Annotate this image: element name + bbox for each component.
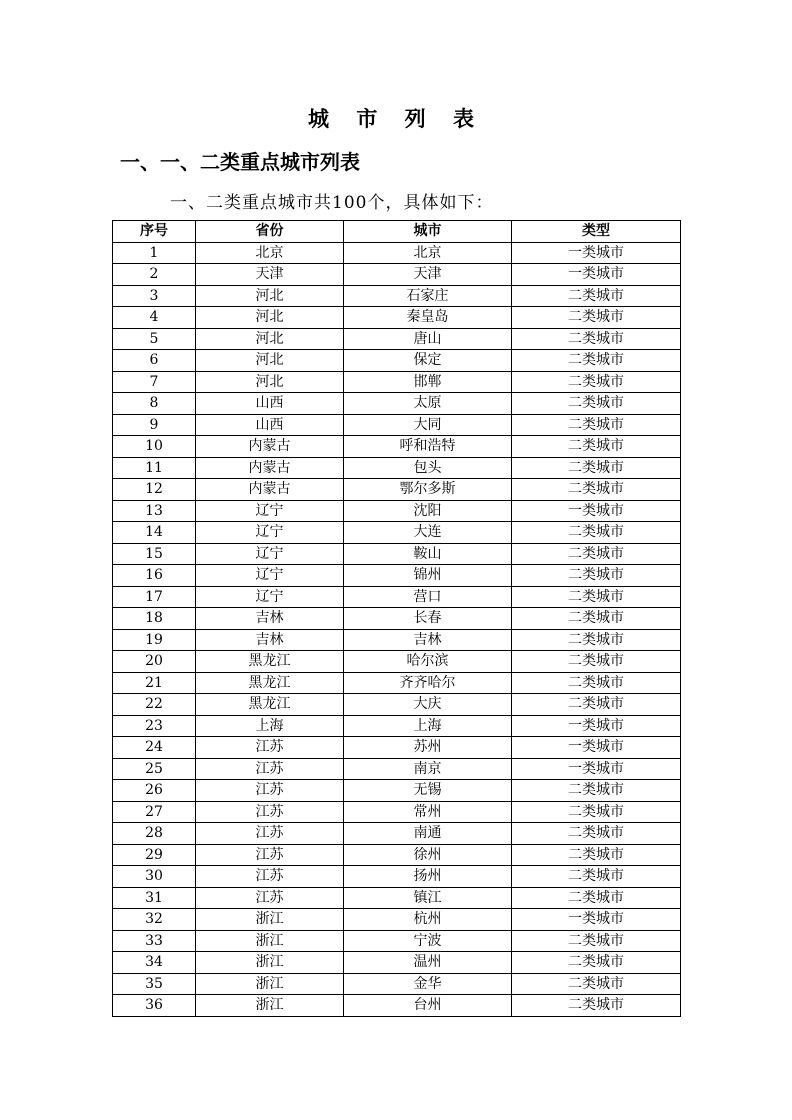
section-heading: 一、一、二类重点城市列表 (120, 150, 360, 174)
cell-city: 鞍山 (344, 543, 512, 565)
cell-city: 长春 (344, 608, 512, 630)
cell-city: 吉林 (344, 629, 512, 651)
cell-type: 二类城市 (512, 371, 681, 393)
cell-province: 黑龙江 (196, 651, 344, 673)
table-row (113, 285, 681, 307)
cell-city: 南通 (344, 823, 512, 845)
table-row (113, 737, 681, 759)
cell-index: 6 (113, 350, 196, 372)
cell-index: 2 (113, 264, 196, 286)
cell-type: 二类城市 (512, 780, 681, 802)
cell-index: 10 (113, 436, 196, 458)
table-row (113, 995, 681, 1017)
table-header-row (113, 221, 681, 243)
cell-type: 二类城市 (512, 414, 681, 436)
cell-type: 二类城市 (512, 586, 681, 608)
table-row (113, 909, 681, 931)
cell-province: 山西 (196, 414, 344, 436)
cell-city: 温州 (344, 952, 512, 974)
cell-index: 27 (113, 801, 196, 823)
table-row (113, 522, 681, 544)
cell-type: 二类城市 (512, 930, 681, 952)
document-title: 城 市 列 表 (308, 107, 484, 131)
header-index: 序号 (113, 221, 196, 243)
cell-city: 镇江 (344, 887, 512, 909)
cell-city: 天津 (344, 264, 512, 286)
cell-index: 34 (113, 952, 196, 974)
cell-city: 苏州 (344, 737, 512, 759)
cell-city: 太原 (344, 393, 512, 415)
cell-city: 邯郸 (344, 371, 512, 393)
cell-city: 锦州 (344, 565, 512, 587)
cell-city: 秦皇岛 (344, 307, 512, 329)
cell-type: 二类城市 (512, 651, 681, 673)
table-row (113, 952, 681, 974)
cell-city: 大连 (344, 522, 512, 544)
cell-index: 29 (113, 844, 196, 866)
cell-index: 35 (113, 973, 196, 995)
cell-type: 一类城市 (512, 242, 681, 264)
cell-index: 7 (113, 371, 196, 393)
header-city: 城市 (344, 221, 512, 243)
cell-index: 30 (113, 866, 196, 888)
cell-province: 河北 (196, 350, 344, 372)
cell-province: 天津 (196, 264, 344, 286)
table-row (113, 457, 681, 479)
cell-index: 23 (113, 715, 196, 737)
table-row (113, 371, 681, 393)
cell-index: 21 (113, 672, 196, 694)
table-row (113, 801, 681, 823)
table-row (113, 328, 681, 350)
cell-type: 一类城市 (512, 909, 681, 931)
table-row (113, 264, 681, 286)
table-row (113, 436, 681, 458)
cell-index: 14 (113, 522, 196, 544)
cell-province: 辽宁 (196, 586, 344, 608)
cell-city: 沈阳 (344, 500, 512, 522)
cell-province: 北京 (196, 242, 344, 264)
cell-province: 内蒙古 (196, 479, 344, 501)
table-row (113, 543, 681, 565)
cell-type: 二类城市 (512, 823, 681, 845)
cell-province: 河北 (196, 328, 344, 350)
cell-city: 鄂尔多斯 (344, 479, 512, 501)
cell-city: 北京 (344, 242, 512, 264)
cell-type: 一类城市 (512, 737, 681, 759)
cell-index: 8 (113, 393, 196, 415)
cell-index: 3 (113, 285, 196, 307)
cell-index: 28 (113, 823, 196, 845)
table-row (113, 414, 681, 436)
cell-province: 江苏 (196, 801, 344, 823)
cell-province: 浙江 (196, 973, 344, 995)
cell-type: 二类城市 (512, 543, 681, 565)
cell-province: 黑龙江 (196, 672, 344, 694)
cell-type: 二类城市 (512, 973, 681, 995)
intro-text: 一、二类重点城市共100个，具体如下： (170, 193, 494, 213)
city-table (112, 220, 681, 1017)
table-row (113, 500, 681, 522)
cell-type: 二类城市 (512, 457, 681, 479)
cell-province: 山西 (196, 393, 344, 415)
cell-province: 河北 (196, 307, 344, 329)
cell-province: 上海 (196, 715, 344, 737)
cell-city: 扬州 (344, 866, 512, 888)
cell-type: 二类城市 (512, 844, 681, 866)
table-row (113, 758, 681, 780)
cell-index: 1 (113, 242, 196, 264)
table-row (113, 586, 681, 608)
cell-type: 二类城市 (512, 694, 681, 716)
cell-province: 内蒙古 (196, 457, 344, 479)
cell-type: 二类城市 (512, 479, 681, 501)
cell-index: 19 (113, 629, 196, 651)
cell-province: 辽宁 (196, 500, 344, 522)
cell-type: 二类城市 (512, 629, 681, 651)
cell-index: 26 (113, 780, 196, 802)
table-row (113, 242, 681, 264)
cell-city: 金华 (344, 973, 512, 995)
cell-city: 杭州 (344, 909, 512, 931)
table-row (113, 608, 681, 630)
cell-type: 二类城市 (512, 307, 681, 329)
cell-type: 二类城市 (512, 285, 681, 307)
cell-province: 江苏 (196, 887, 344, 909)
cell-city: 大同 (344, 414, 512, 436)
table-row (113, 350, 681, 372)
cell-type: 二类城市 (512, 328, 681, 350)
cell-city: 无锡 (344, 780, 512, 802)
cell-type: 一类城市 (512, 758, 681, 780)
table-row (113, 887, 681, 909)
cell-province: 江苏 (196, 823, 344, 845)
cell-province: 浙江 (196, 995, 344, 1017)
cell-index: 17 (113, 586, 196, 608)
cell-type: 一类城市 (512, 715, 681, 737)
table-row (113, 866, 681, 888)
cell-index: 25 (113, 758, 196, 780)
cell-index: 31 (113, 887, 196, 909)
cell-type: 二类城市 (512, 350, 681, 372)
cell-province: 河北 (196, 285, 344, 307)
cell-province: 吉林 (196, 629, 344, 651)
cell-index: 11 (113, 457, 196, 479)
table-row (113, 629, 681, 651)
cell-province: 辽宁 (196, 522, 344, 544)
cell-index: 16 (113, 565, 196, 587)
cell-city: 保定 (344, 350, 512, 372)
cell-province: 浙江 (196, 952, 344, 974)
cell-city: 石家庄 (344, 285, 512, 307)
cell-index: 36 (113, 995, 196, 1017)
cell-province: 辽宁 (196, 565, 344, 587)
cell-province: 浙江 (196, 930, 344, 952)
cell-type: 二类城市 (512, 672, 681, 694)
cell-city: 哈尔滨 (344, 651, 512, 673)
cell-index: 13 (113, 500, 196, 522)
cell-index: 18 (113, 608, 196, 630)
cell-city: 唐山 (344, 328, 512, 350)
cell-city: 徐州 (344, 844, 512, 866)
cell-index: 9 (113, 414, 196, 436)
cell-city: 呼和浩特 (344, 436, 512, 458)
cell-type: 二类城市 (512, 887, 681, 909)
cell-province: 黑龙江 (196, 694, 344, 716)
table-row (113, 672, 681, 694)
header-type: 类型 (512, 221, 681, 243)
cell-city: 大庆 (344, 694, 512, 716)
cell-type: 二类城市 (512, 565, 681, 587)
table-row (113, 307, 681, 329)
table-row (113, 651, 681, 673)
table-row (113, 393, 681, 415)
cell-city: 宁波 (344, 930, 512, 952)
table-row (113, 973, 681, 995)
cell-city: 营口 (344, 586, 512, 608)
cell-type: 一类城市 (512, 264, 681, 286)
table-body (113, 242, 681, 1016)
table-row (113, 479, 681, 501)
cell-index: 32 (113, 909, 196, 931)
cell-type: 二类城市 (512, 393, 681, 415)
cell-city: 台州 (344, 995, 512, 1017)
cell-type: 二类城市 (512, 952, 681, 974)
cell-province: 内蒙古 (196, 436, 344, 458)
cell-province: 江苏 (196, 780, 344, 802)
table-row (113, 780, 681, 802)
cell-index: 4 (113, 307, 196, 329)
cell-index: 33 (113, 930, 196, 952)
cell-province: 江苏 (196, 866, 344, 888)
table-row (113, 694, 681, 716)
cell-type: 二类城市 (512, 995, 681, 1017)
cell-province: 吉林 (196, 608, 344, 630)
cell-type: 二类城市 (512, 608, 681, 630)
cell-index: 22 (113, 694, 196, 716)
cell-type: 二类城市 (512, 436, 681, 458)
table-row (113, 844, 681, 866)
table-row (113, 565, 681, 587)
cell-province: 江苏 (196, 758, 344, 780)
cell-index: 20 (113, 651, 196, 673)
cell-index: 15 (113, 543, 196, 565)
cell-province: 江苏 (196, 844, 344, 866)
cell-city: 上海 (344, 715, 512, 737)
cell-city: 常州 (344, 801, 512, 823)
cell-type: 一类城市 (512, 500, 681, 522)
cell-province: 辽宁 (196, 543, 344, 565)
cell-type: 二类城市 (512, 866, 681, 888)
cell-index: 24 (113, 737, 196, 759)
cell-city: 南京 (344, 758, 512, 780)
table-row (113, 823, 681, 845)
cell-type: 二类城市 (512, 522, 681, 544)
cell-city: 齐齐哈尔 (344, 672, 512, 694)
cell-city: 包头 (344, 457, 512, 479)
cell-index: 12 (113, 479, 196, 501)
table-row (113, 930, 681, 952)
cell-province: 江苏 (196, 737, 344, 759)
cell-province: 浙江 (196, 909, 344, 931)
table-row (113, 715, 681, 737)
cell-type: 二类城市 (512, 801, 681, 823)
cell-index: 5 (113, 328, 196, 350)
cell-province: 河北 (196, 371, 344, 393)
header-province: 省份 (196, 221, 344, 243)
